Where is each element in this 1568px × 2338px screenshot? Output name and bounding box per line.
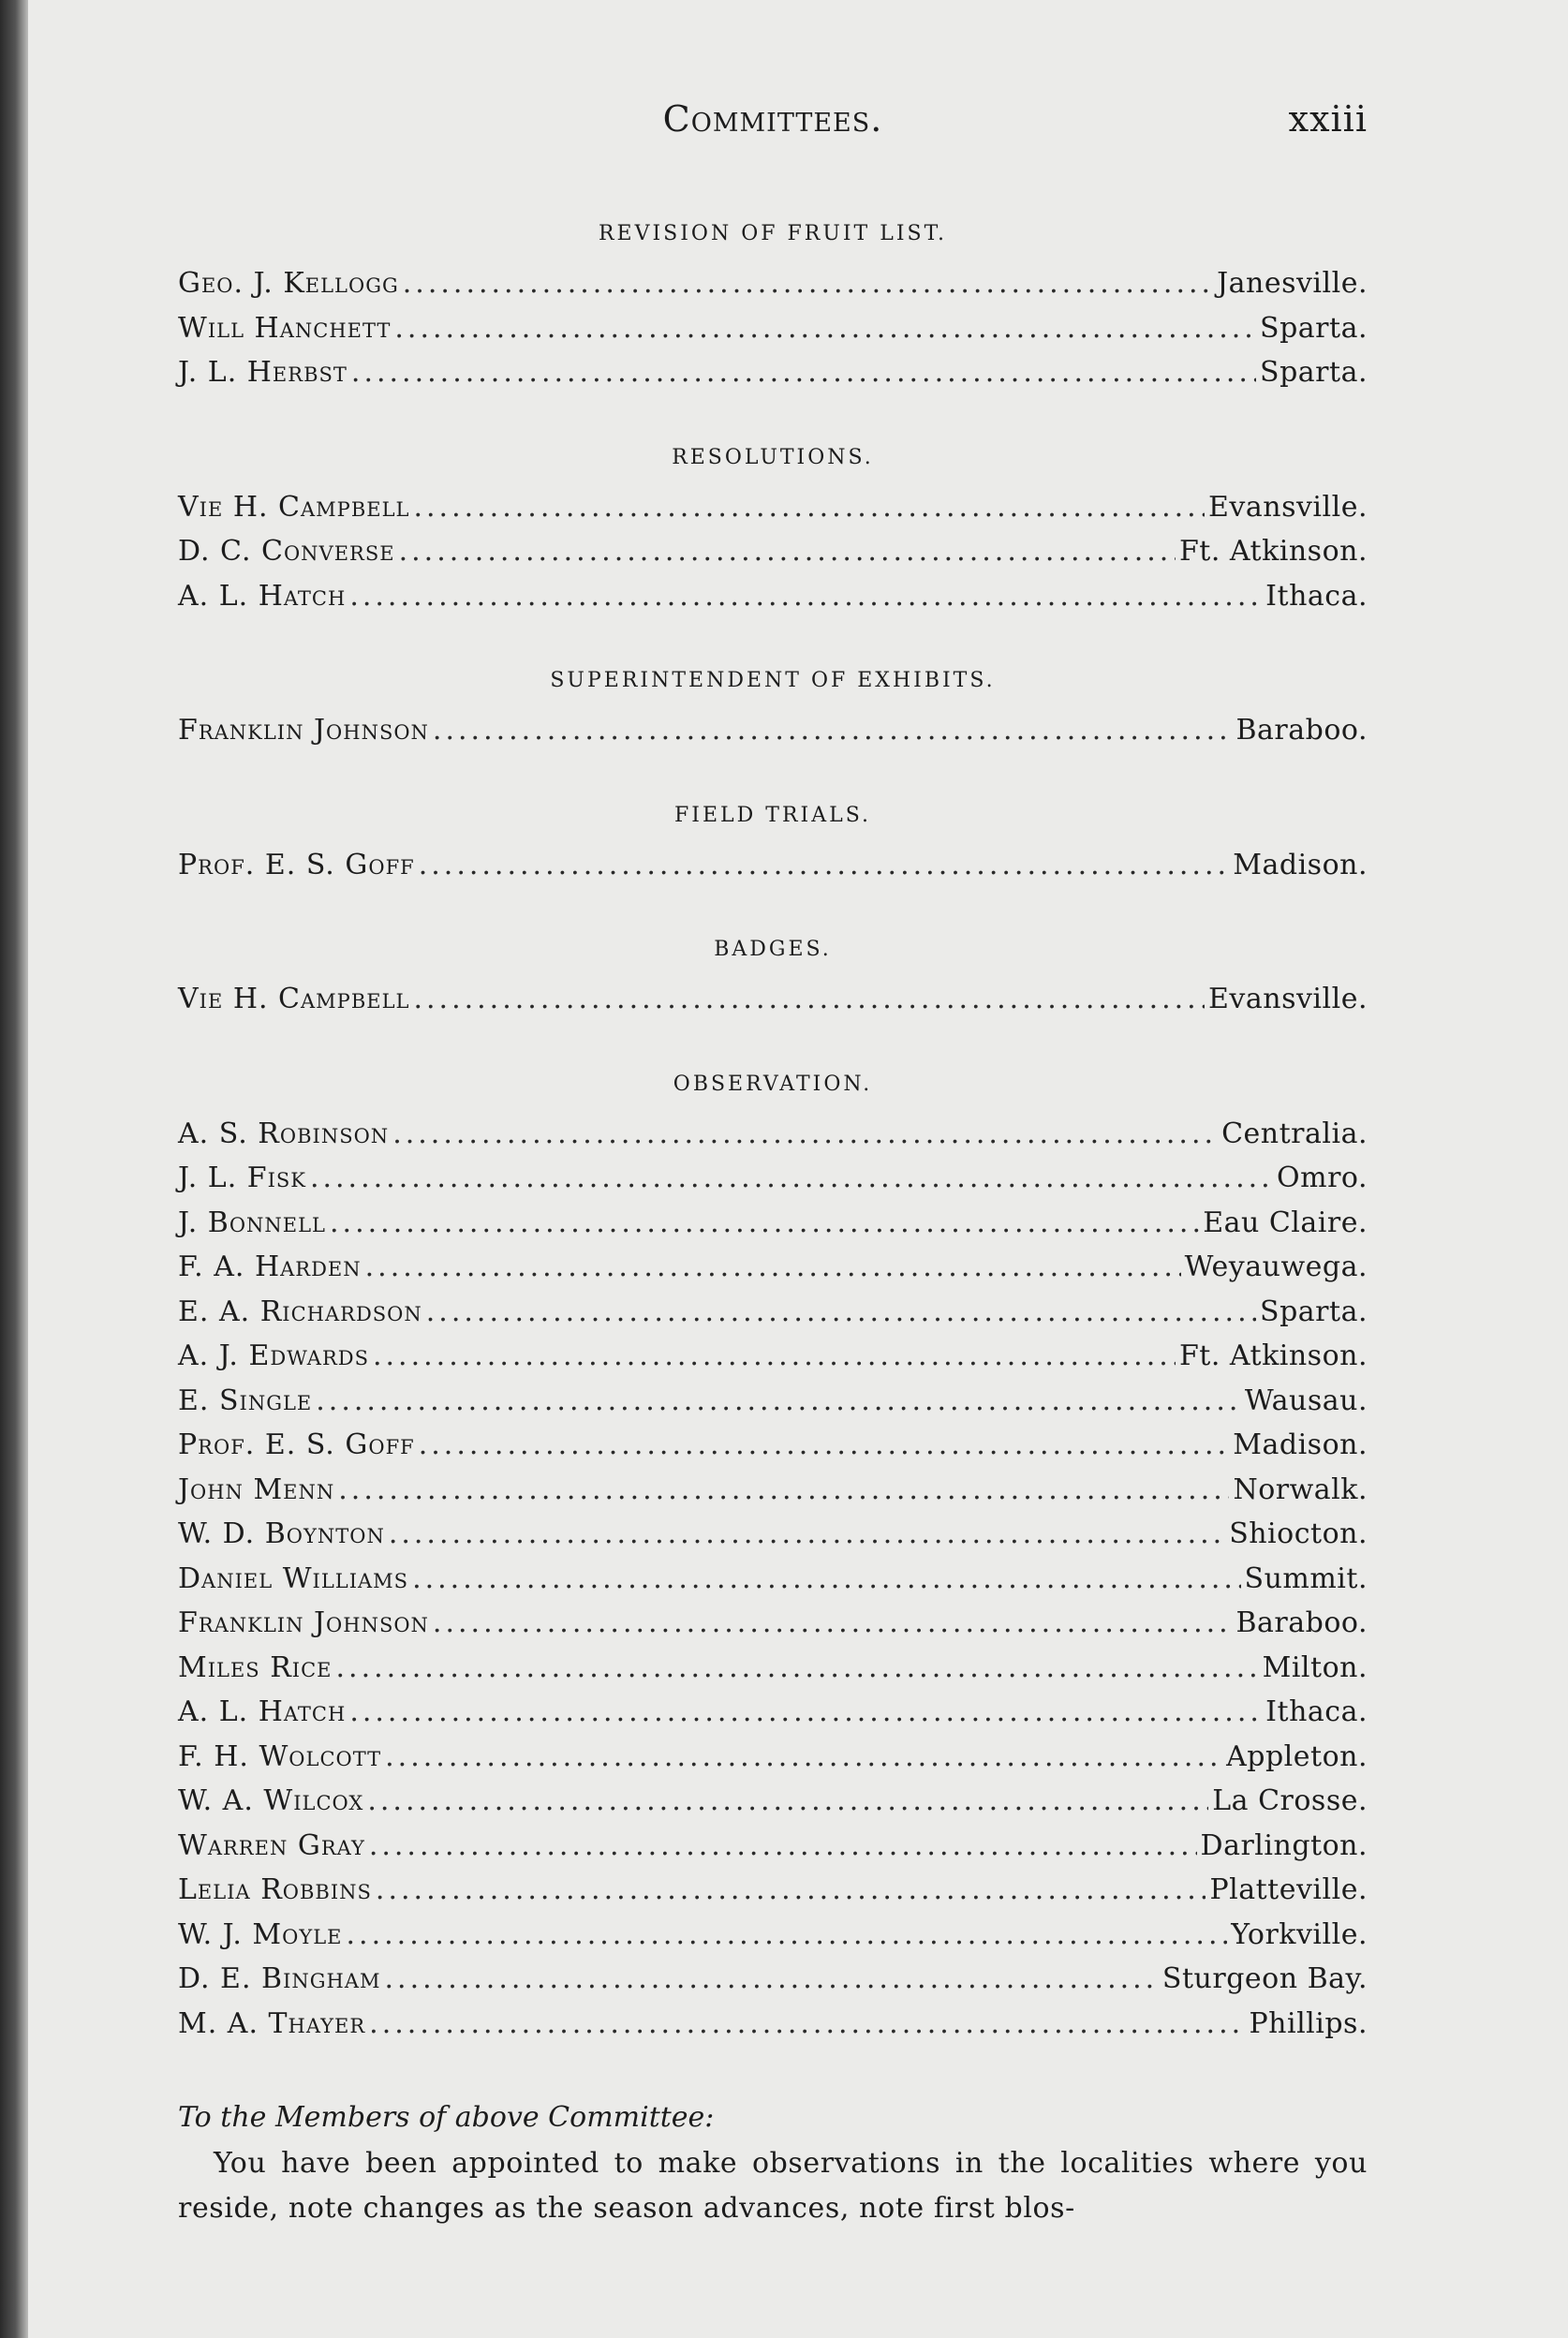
dot-leader — [403, 261, 1213, 306]
member-row — [178, 485, 1368, 530]
member-row — [178, 1423, 1368, 1468]
member-name: Miles Rice — [178, 1650, 333, 1684]
dot-leader — [419, 1423, 1230, 1468]
member-row — [178, 843, 1368, 888]
committee-sections — [178, 220, 1368, 2046]
member-row — [178, 1913, 1368, 1958]
dot-leader — [338, 1468, 1229, 1513]
section-title: RESOLUTIONS. — [672, 445, 874, 469]
page-header — [178, 89, 1368, 155]
member-row — [178, 1245, 1368, 1290]
member-name: E. A. Richardson — [178, 1295, 422, 1328]
section-title: REVISION OF FRUIT LIST. — [598, 222, 948, 245]
member-place: Omro. — [1277, 1162, 1368, 1194]
member-place: Janesville. — [1217, 267, 1368, 300]
note-body: You have been appointed to make observations in the localities where you reside, note changes as the season advances, note first blos- — [178, 2147, 1368, 2225]
member-name: Daniel Williams — [178, 1561, 409, 1595]
member-row — [178, 708, 1368, 753]
section-title: BADGES. — [714, 938, 832, 961]
dot-leader — [399, 529, 1176, 574]
member-place: Ft. Atkinson. — [1178, 535, 1368, 568]
dot-leader — [373, 1334, 1176, 1379]
member-name: J. Bonnell — [178, 1206, 327, 1239]
member-place: Sparta. — [1260, 356, 1368, 389]
member-row — [178, 1646, 1368, 1691]
dot-leader — [385, 1957, 1159, 2002]
member-name: A. S. Robinson — [178, 1117, 390, 1150]
member-place: Evansville. — [1208, 983, 1368, 1015]
member-row — [178, 1112, 1368, 1157]
member-name: W. A. Wilcox — [178, 1784, 364, 1817]
member-place: Summit. — [1244, 1561, 1368, 1595]
member-name: Will Hanchett — [178, 311, 392, 345]
dot-leader — [369, 1824, 1197, 1869]
member-name: Prof. E. S. Goff — [178, 1428, 415, 1461]
member-name: W. J. Moyle — [178, 1917, 343, 1951]
running-title: Committees. — [662, 98, 883, 140]
dot-leader — [349, 574, 1262, 619]
member-name: Geo. J. Kellogg — [178, 267, 399, 300]
member-place: Baraboo. — [1235, 714, 1368, 747]
member-place: Eau Claire. — [1203, 1206, 1368, 1239]
member-row — [178, 1868, 1368, 1913]
member-place: Ft. Atkinson. — [1178, 1339, 1368, 1372]
member-name: A. L. Hatch — [178, 1695, 347, 1728]
member-row — [178, 1557, 1368, 1602]
member-place: Madison. — [1233, 1428, 1368, 1461]
member-place: Platteville. — [1209, 1873, 1368, 1906]
dot-leader — [365, 1245, 1181, 1290]
dot-leader — [394, 306, 1256, 351]
member-name: W. D. Boynton — [178, 1517, 385, 1550]
member-place: Yorkville. — [1231, 1917, 1368, 1951]
member-place: Madison. — [1233, 848, 1368, 881]
dot-leader — [389, 1512, 1225, 1557]
member-place: Phillips. — [1249, 2006, 1368, 2040]
member-row — [178, 1601, 1368, 1646]
member-row — [178, 1957, 1368, 2002]
member-place: Weyauwega. — [1184, 1250, 1368, 1283]
member-row — [178, 1334, 1368, 1379]
member-name: A. L. Hatch — [178, 579, 347, 613]
dot-leader — [367, 1779, 1208, 1824]
member-name: Prof. E. S. Goff — [178, 848, 415, 881]
member-row — [178, 529, 1368, 574]
member-row — [178, 350, 1368, 395]
member-name: F. H. Wolcott — [178, 1739, 382, 1773]
member-place: Baraboo. — [1235, 1606, 1368, 1639]
page — [178, 89, 1368, 2231]
dot-leader — [385, 1735, 1222, 1780]
member-row — [178, 1512, 1368, 1557]
member-name: D. E. Bingham — [178, 1962, 381, 1995]
member-name: E. Single — [178, 1384, 313, 1417]
dot-leader — [351, 350, 1256, 395]
member-name: F. A. Harden — [178, 1250, 362, 1283]
member-place: Ithaca. — [1265, 579, 1368, 613]
member-place: Shiocton. — [1229, 1517, 1368, 1550]
member-name: Franklin Johnson — [178, 714, 429, 747]
member-name: J. L. Herbst — [178, 356, 348, 389]
section-title: SUPERINTENDENT OF EXHIBITS. — [550, 669, 996, 692]
page-number: xxiii — [1288, 98, 1368, 140]
member-row — [178, 1735, 1368, 1780]
member-place: Wausau. — [1244, 1384, 1368, 1417]
member-name: Vie H. Campbell — [178, 983, 410, 1015]
member-name: J. L. Fisk — [178, 1162, 306, 1194]
dot-leader — [413, 485, 1205, 530]
dot-leader — [412, 1557, 1240, 1602]
member-row — [178, 1468, 1368, 1513]
dot-leader — [336, 1646, 1259, 1691]
member-place: Sturgeon Bay. — [1161, 1962, 1368, 1995]
member-row — [178, 2002, 1368, 2047]
member-place: Centralia. — [1221, 1117, 1368, 1150]
member-row — [178, 1156, 1368, 1201]
book-spine-shadow — [0, 0, 28, 2338]
member-row — [178, 306, 1368, 351]
dot-leader — [392, 1112, 1218, 1157]
member-name: Lelia Robbins — [178, 1873, 372, 1906]
member-name: Warren Gray — [178, 1828, 365, 1862]
member-name: Vie H. Campbell — [178, 490, 410, 524]
member-row — [178, 1690, 1368, 1735]
member-place: Milton. — [1262, 1650, 1368, 1684]
dot-leader — [433, 1601, 1233, 1646]
dot-leader — [433, 708, 1233, 753]
dot-leader — [369, 2002, 1245, 2047]
member-place: Appleton. — [1226, 1739, 1368, 1773]
member-place: Sparta. — [1260, 311, 1368, 345]
committee-section — [178, 936, 1368, 1022]
member-row — [178, 977, 1368, 1022]
member-place: Norwalk. — [1233, 1472, 1368, 1506]
member-row — [178, 1290, 1368, 1335]
member-row — [178, 1824, 1368, 1869]
dot-leader — [347, 1913, 1228, 1958]
member-row — [178, 1201, 1368, 1246]
member-name: John Menn — [178, 1472, 335, 1506]
section-title: OBSERVATION. — [673, 1072, 873, 1096]
dot-leader — [419, 843, 1230, 888]
dot-leader — [426, 1290, 1256, 1335]
member-row — [178, 1379, 1368, 1424]
note-heading: To the Members of above Committee: — [178, 2101, 715, 2134]
committee-section — [178, 444, 1368, 619]
committee-section — [178, 1071, 1368, 2047]
dot-leader — [310, 1156, 1273, 1201]
member-place: La Crosse. — [1212, 1784, 1368, 1817]
member-row — [178, 574, 1368, 619]
dot-leader — [349, 1690, 1262, 1735]
member-row — [178, 1779, 1368, 1824]
section-title: FIELD TRIALS. — [674, 803, 871, 827]
committee-section — [178, 667, 1368, 753]
member-name: M. A. Thayer — [178, 2006, 366, 2040]
dot-leader — [413, 977, 1205, 1022]
member-place: Darlington. — [1200, 1828, 1368, 1862]
dot-leader — [330, 1201, 1199, 1246]
committee-section — [178, 220, 1368, 395]
member-name: D. C. Converse — [178, 535, 395, 568]
member-name: A. J. Edwards — [178, 1339, 369, 1372]
member-place: Evansville. — [1208, 490, 1368, 524]
member-place: Sparta. — [1260, 1295, 1368, 1328]
member-row — [178, 261, 1368, 306]
member-name: Franklin Johnson — [178, 1606, 429, 1639]
dot-leader — [376, 1868, 1206, 1913]
dot-leader — [316, 1379, 1241, 1424]
member-place: Ithaca. — [1265, 1695, 1368, 1728]
committee-section — [178, 802, 1368, 888]
